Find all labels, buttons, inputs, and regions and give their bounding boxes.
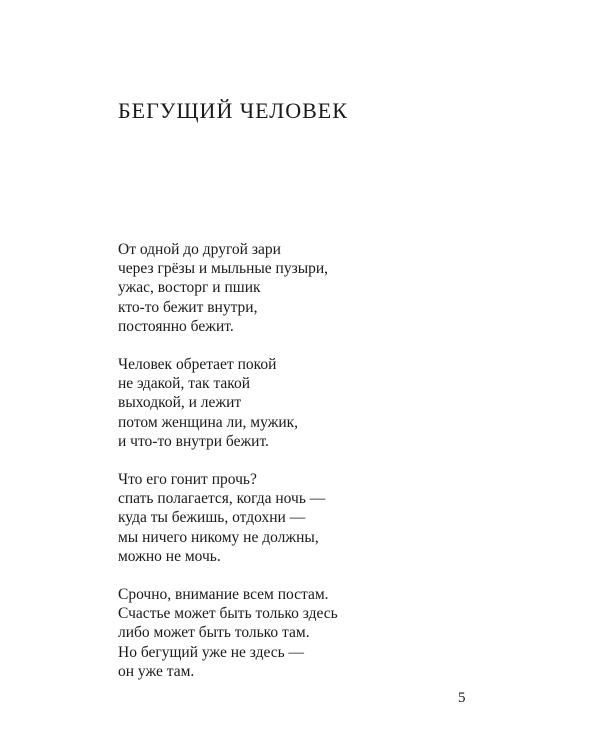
page-number: 5 — [458, 690, 466, 706]
poem-body — [118, 240, 518, 700]
poem-line: мы ничего никому не должны, — [118, 528, 319, 546]
poem-line: либо может быть только там. — [118, 624, 310, 642]
poem-line: постоянно бежит. — [118, 317, 234, 335]
poem-line: выходкой, и лежит — [118, 394, 242, 412]
poem-line: спать полагается, когда ночь — — [118, 490, 326, 508]
poem-line: Но бегущий уже не здесь — — [118, 643, 305, 661]
poem-line: кто-то бежит внутри, — [118, 298, 258, 316]
stanza-2 — [118, 355, 518, 451]
poem-line: не эдакой, так такой — [118, 375, 251, 393]
stanza-1 — [118, 240, 518, 336]
poem-line: потом женщина ли, мужик, — [118, 413, 299, 431]
stanza-3 — [118, 470, 518, 566]
poem-line: и что-то внутри бежит. — [118, 432, 269, 450]
poem-line: Счастье может быть только здесь — [118, 605, 338, 623]
poem-line: Что его гонит прочь? — [118, 471, 257, 489]
poem-line: он уже там. — [118, 662, 195, 680]
poem-title: БЕГУЩИЙ ЧЕЛОВЕК — [118, 98, 348, 123]
poem-line: можно не мочь. — [118, 547, 221, 565]
poem-line: От одной до другой зари — [118, 241, 281, 258]
poem-line: Человек обретает покой — [118, 356, 277, 374]
poem-line: Срочно, внимание всем постам. — [118, 586, 329, 604]
poem-line: через грёзы и мыльные пузыри, — [118, 260, 329, 278]
poem-line: куда ты бежишь, отдохни — — [118, 509, 306, 527]
stanza-4 — [118, 585, 518, 681]
poem-line: ужас, восторг и пшик — [118, 279, 261, 297]
